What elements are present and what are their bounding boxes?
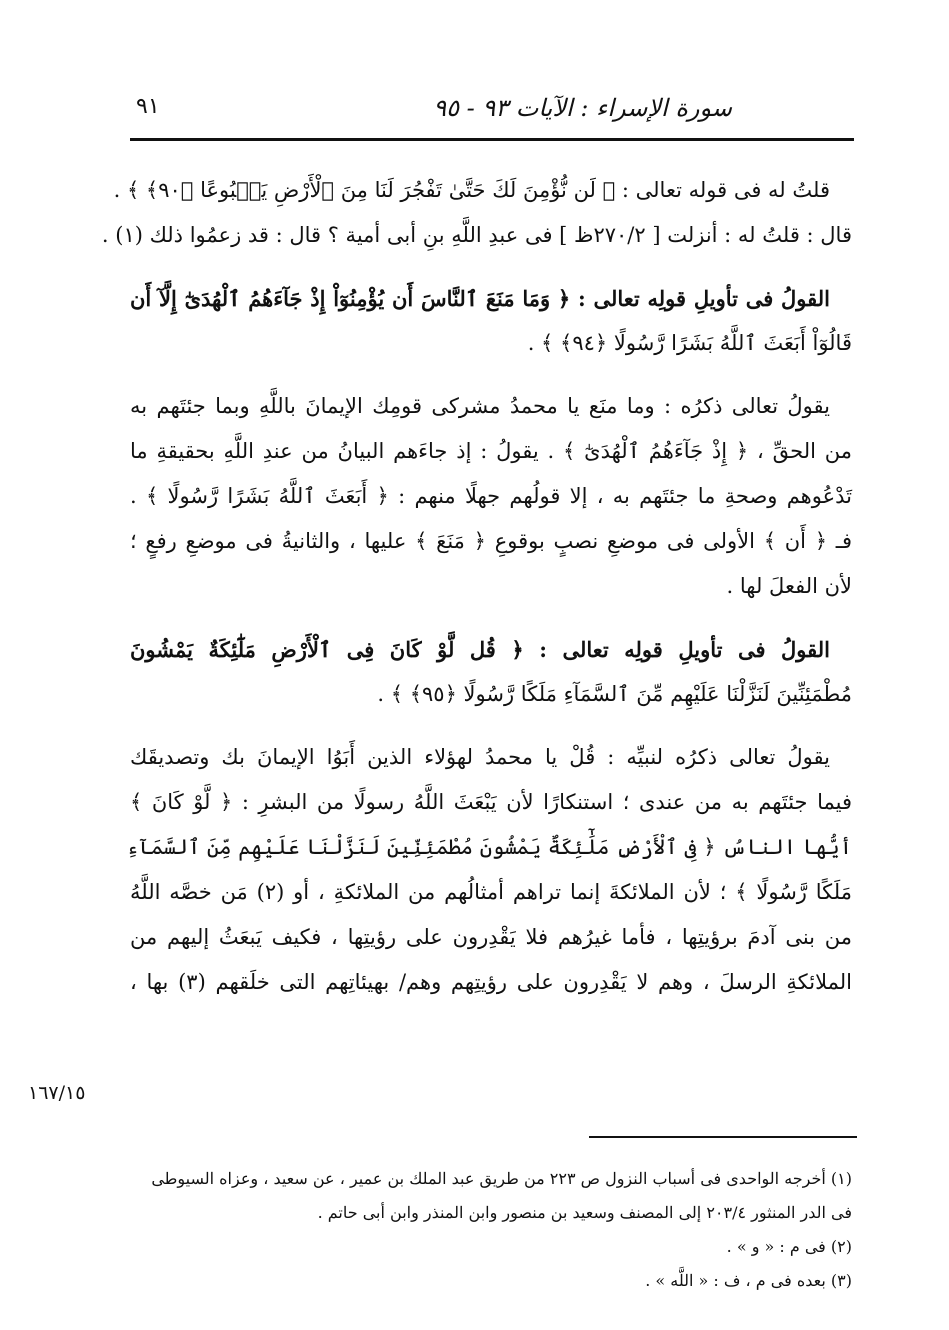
main-text bbox=[101, 168, 852, 1005]
text-line: فيما جئتَهم به من عندى ؛ استنكارًا لأن يَبْعَثَ اللَّهُ رسولًا من البشرِ : ﴿ لَّوْ كَانَ ﴾ bbox=[130, 790, 852, 814]
text-line: من الحقِّ ، ﴿ إِذْ جَآءَهُمُ ٱلْهُدَىٰٓ ﴾ . يقولُ : إذ جاءَهم البيانُ من عندِ اللَّهِ بحقيقةِ ما bbox=[130, 439, 852, 463]
text-line: أيُّها الناسُ ﴿ فِى ٱلْأَرْضِ مَلَٰٓئِكَةٌ يَمْشُونَ مُطْمَئِنِّينَ لَنَزَّلْنَا عَلَيْهِم مِّنَ ٱلسَّمَآءِ bbox=[126, 835, 852, 859]
footnote-line: فى الدر المنثور ٢٠٣/٤ إلى المصنف وسعيد بن منصور وابن المنذر وابن أبى حاتم . bbox=[317, 1203, 852, 1222]
text-line: لأن الفعلَ لها . bbox=[726, 574, 852, 598]
header-rule bbox=[130, 138, 854, 141]
footnote-line: (٣) بعده فى م ، ف : « اللَّه » . bbox=[645, 1271, 852, 1290]
text-line: يقولُ تعالى ذكرُه لنبيِّه : قُلْ يا محمدُ لهؤلاء الذين أَبَوُا الإيمانَ بك وتصديقَك bbox=[130, 745, 830, 769]
text-line: قلتُ له فى قوله تعالى : ﴿ لَن نُّؤْمِنَ لَكَ حَتَّىٰ تَفْجُرَ لَنَا مِنَ ٱلْأَرْضِ يَنۢبُوعًا ﴿٩٠﴾ ﴾ . bbox=[113, 178, 830, 202]
text-line: يقولُ تعالى ذكرُه : وما منَع يا محمدُ مشركى قومِك الإيمانَ باللَّهِ وبما جئتَهم به bbox=[130, 394, 830, 418]
footnote-line: (١) أخرجه الواحدى فى أسباب النزول ص ٢٢٣ من طريق عبد الملك بن عمير ، عن سعيد ، وعزاه السيوطى bbox=[151, 1169, 852, 1188]
text-line: تَدْعُوهم وصحةِ ما جئتَهم به ، إلا قولُهم جهلًا منهم : ﴿ أَبَعَثَ ٱللَّهُ بَشَرًا رَّسُولًا ﴾ . bbox=[130, 484, 852, 508]
text-line: الملائكةِ الرسلَ ، وهم لا يَقْدِرون على رؤيتِهم وهم/ بهيئاتِهم التى خلَقهم (٣) بها ، bbox=[130, 970, 852, 994]
text-line: من بنى آدمَ برؤيتِها ، فأما غيرُهم فلا يَقْدِرون على رؤيتِها ، فكيف يَبعَثُ إليهم من bbox=[130, 925, 852, 949]
section-heading-line: القولُ فى تأويلِ قولِه تعالى : ﴿ وَمَا مَنَعَ ٱلنَّاسَ أَن يُؤْمِنُوٓاْ إِذْ جَآءَهُمُ ٱلْهُدَىٰٓ إِلَّآ أَن bbox=[130, 286, 830, 311]
page-number: ٩١ bbox=[136, 94, 160, 119]
text-line: مُطْمَئِنِّينَ لَنَزَّلْنَا عَلَيْهِم مِّنَ ٱلسَّمَآءِ مَلَكًا رَّسُولًا ﴿٩٥﴾ ﴾ . bbox=[377, 682, 852, 706]
running-title: سورة الإسراء : الآيات ٩٣ - ٩٥ bbox=[433, 94, 732, 122]
section-heading-line: القولُ فى تأويلِ قولِه تعالى : ﴿ قُل لَّوْ كَانَ فِى ٱلْأَرْضِ مَلَٰٓئِكَةٌ يَمْشُونَ bbox=[130, 637, 830, 662]
footnote-line: (٢) فى م : « و » . bbox=[726, 1237, 852, 1256]
text-line: مَلَكًا رَّسُولًا ﴾ ؛ لأن الملائكةَ إنما تراهم أمثالُهم من الملائكةِ ، أو (٢) مَن خصَّه اللَّهُ bbox=[130, 880, 852, 904]
text-line: فـ ﴿ أَن ﴾ الأولى فى موضعِ نصبٍ بوقوعِ ﴿ مَنَعَ ﴾ عليها ، والثانيةُ فى موضعِ رفعٍ ؛ bbox=[130, 529, 852, 553]
running-header bbox=[130, 88, 852, 132]
margin-reference: ١٦٧/١٥ bbox=[28, 1082, 86, 1104]
text-line: قَالُوٓاْ أَبَعَثَ ٱللَّهُ بَشَرًا رَّسُولًا ﴿٩٤﴾ ﴾ . bbox=[527, 331, 852, 355]
text-line: قال : قلتُ له : أنزلت [ ٢٧٠/٢ظ ] فى عبدِ اللَّهِ بنِ أبى أمية ؟ قال : قد زعمُوا ذلك (١) . bbox=[101, 223, 852, 247]
footnote-rule bbox=[589, 1136, 857, 1138]
footnotes bbox=[130, 1162, 852, 1298]
